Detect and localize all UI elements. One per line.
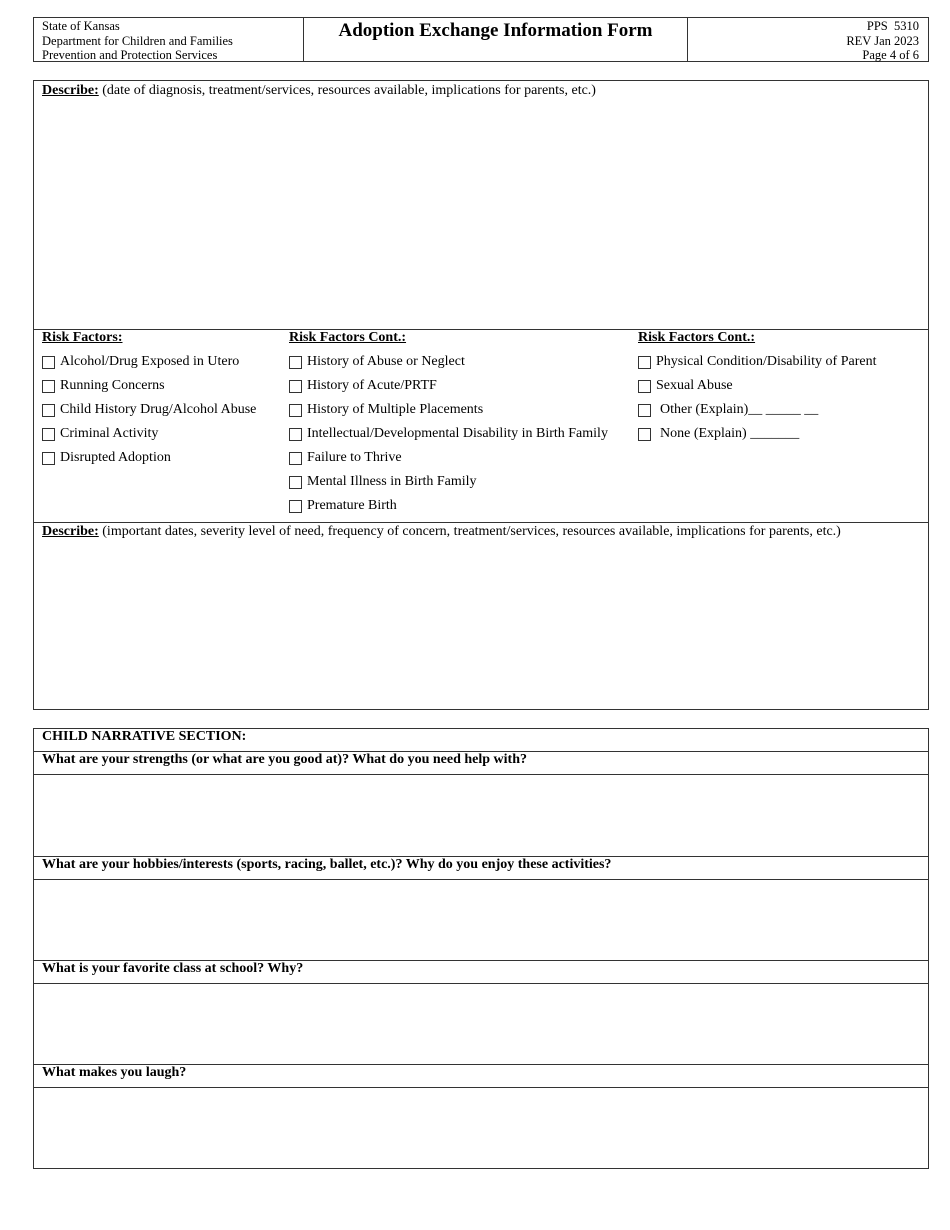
answer-favorite-class[interactable]	[34, 984, 928, 1064]
risk-none-explain[interactable]: None (Explain) _______	[638, 426, 799, 442]
answer-hobbies[interactable]	[34, 880, 928, 960]
checkbox[interactable]	[638, 428, 651, 441]
checkbox[interactable]	[289, 428, 302, 441]
form-title: Adoption Exchange Information Form	[304, 18, 688, 61]
checkbox[interactable]	[42, 428, 55, 441]
risk-premature-birth[interactable]: Premature Birth	[289, 498, 397, 514]
describe-2	[42, 523, 841, 540]
checkbox[interactable]	[42, 452, 55, 465]
risk-mental-illness-birth-family[interactable]: Mental Illness in Birth Family	[289, 474, 477, 490]
describe-2-textarea[interactable]	[34, 542, 928, 709]
checkbox[interactable]	[42, 404, 55, 417]
risk-disrupted-adoption[interactable]: Disrupted Adoption	[42, 450, 171, 466]
risk-sexual-abuse[interactable]: Sexual Abuse	[638, 378, 733, 394]
checkbox[interactable]	[289, 380, 302, 393]
checkbox[interactable]	[42, 356, 55, 369]
agency-state: State of Kansas	[42, 19, 120, 33]
answer-laugh[interactable]	[34, 1088, 928, 1168]
risk-failure-to-thrive[interactable]: Failure to Thrive	[289, 450, 402, 466]
risk-factors-heading: Risk Factors:	[42, 330, 123, 345]
checkbox[interactable]	[289, 476, 302, 489]
checkbox[interactable]	[638, 380, 651, 393]
risk-acute-prtf[interactable]: History of Acute/PRTF	[289, 378, 437, 394]
agency-division: Prevention and Protection Services	[42, 48, 218, 62]
question-favorite-class: What is your favorite class at school? Why?	[42, 961, 304, 976]
risk-running-concerns[interactable]: Running Concerns	[42, 378, 165, 394]
risk-alcohol-drug-utero[interactable]: Alcohol/Drug Exposed in Utero	[42, 354, 239, 370]
risk-parent-disability[interactable]: Physical Condition/Disability of Parent	[638, 354, 877, 370]
checkbox[interactable]	[638, 356, 651, 369]
risk-factors-cont-heading-2: Risk Factors Cont.:	[289, 330, 407, 345]
risk-section	[33, 80, 929, 710]
risk-multiple-placements[interactable]: History of Multiple Placements	[289, 402, 483, 418]
question-laugh: What makes you laugh?	[42, 1065, 187, 1080]
describe-2-label: Describe:	[42, 524, 99, 539]
risk-factors-cont-heading-3: Risk Factors Cont.:	[638, 330, 756, 345]
form-revision: REV Jan 2023	[846, 33, 919, 48]
checkbox[interactable]	[638, 404, 651, 417]
risk-idd-birth-family[interactable]: Intellectual/Developmental Disability in Birth Family	[289, 426, 608, 442]
describe-1-textarea[interactable]	[33, 100, 929, 328]
describe-1-label: Describe:	[42, 83, 99, 98]
agency-block	[34, 18, 304, 61]
risk-other-explain[interactable]: Other (Explain)__ _____ __	[638, 402, 818, 418]
describe-2-hint: (important dates, severity level of need, frequency of concern, treatment/services, resources available, implications for parents, etc.)	[98, 524, 841, 539]
checkbox[interactable]	[42, 380, 55, 393]
checkbox[interactable]	[289, 356, 302, 369]
question-hobbies: What are your hobbies/interests (sports, racing, ballet, etc.)? Why do you enjoy these activities?	[42, 857, 612, 872]
checkbox[interactable]	[289, 404, 302, 417]
agency-department: Department for Children and Families	[42, 33, 233, 48]
answer-strengths[interactable]	[34, 775, 928, 856]
checkbox[interactable]	[289, 452, 302, 465]
narrative-title: CHILD NARRATIVE SECTION:	[42, 729, 247, 744]
divider	[34, 329, 928, 330]
describe-1-hint: (date of diagnosis, treatment/services, resources available, implications for parents, etc.)	[98, 83, 596, 98]
describe-1	[42, 82, 596, 99]
question-strengths: What are your strengths (or what are you good at)? What do you need help with?	[42, 752, 527, 767]
page-number: Page 4 of 6	[862, 48, 919, 62]
form-id-block	[688, 18, 928, 61]
form-number: PPS 5310	[866, 19, 919, 33]
risk-abuse-neglect[interactable]: History of Abuse or Neglect	[289, 354, 465, 370]
child-narrative-section	[33, 728, 929, 1169]
form-header	[33, 17, 929, 62]
risk-criminal-activity[interactable]: Criminal Activity	[42, 426, 158, 442]
risk-child-drug-alcohol-abuse[interactable]: Child History Drug/Alcohol Abuse	[42, 402, 256, 418]
checkbox[interactable]	[289, 500, 302, 513]
